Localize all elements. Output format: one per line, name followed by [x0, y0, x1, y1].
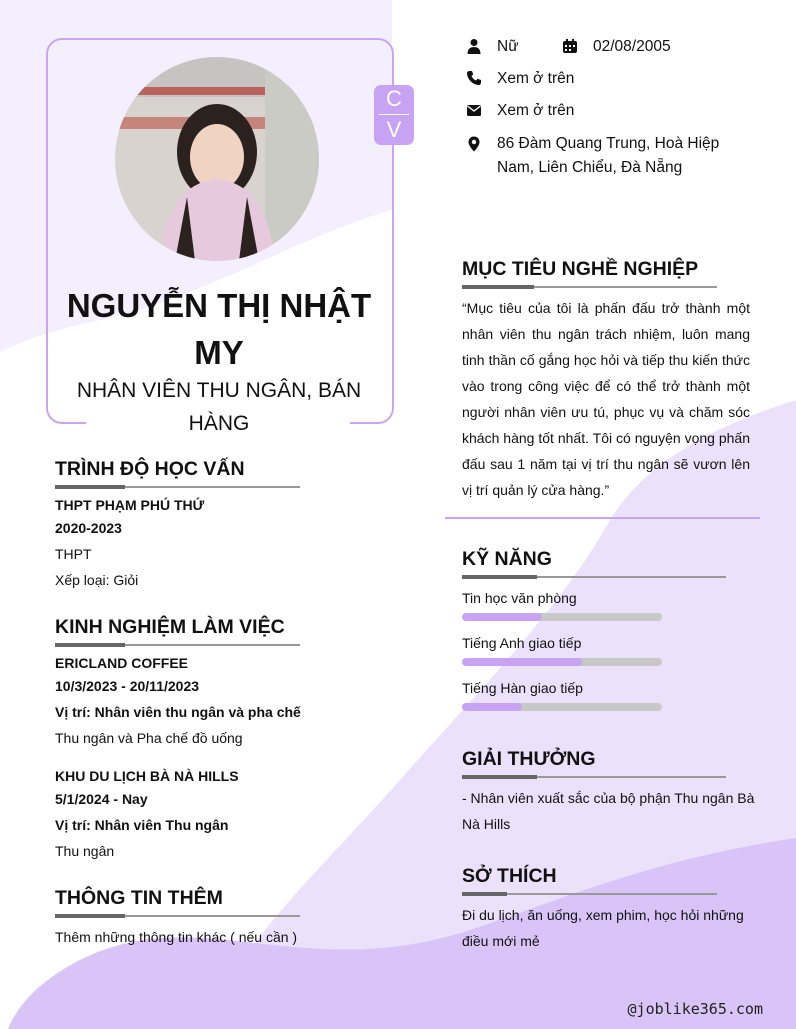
- experience-description: Thu ngân: [55, 843, 115, 859]
- skill-bar: [462, 658, 662, 666]
- user-icon: [466, 38, 482, 54]
- awards-title: GIẢI THƯỞNG: [462, 748, 596, 770]
- email-row: [466, 102, 574, 120]
- cv-letter-c: C: [386, 86, 402, 111]
- cv-letter-v: V: [386, 117, 402, 142]
- skill-label: Tiếng Hàn giao tiếp: [462, 680, 583, 696]
- experience-position: Vị trí: Nhân viên thu ngân và pha chế: [55, 704, 301, 720]
- calendar-icon: [562, 38, 578, 54]
- extra-info-rule-accent: [55, 914, 125, 918]
- education-school: THPT PHẠM PHÚ THỨ: [55, 497, 205, 513]
- address-row: [466, 134, 756, 180]
- education-rule-accent: [55, 485, 125, 489]
- skill-bar: [462, 703, 662, 711]
- skill-label: Tiếng Anh giao tiếp: [462, 635, 582, 651]
- mail-icon: [466, 102, 482, 118]
- experience-rule-accent: [55, 643, 125, 647]
- awards-rule-accent: [462, 775, 537, 779]
- skill-bar-fill: [462, 613, 542, 621]
- skill-bar-fill: [462, 703, 522, 711]
- cv-badge: [374, 85, 414, 145]
- gender-value: Nữ: [497, 38, 519, 55]
- cv-divider: [379, 114, 409, 115]
- profile-photo: [115, 57, 319, 261]
- phone-icon: [466, 70, 482, 86]
- skill-bar-fill: [462, 658, 582, 666]
- candidate-name: NGUYỄN THỊ NHẬT MY: [66, 287, 372, 371]
- hobbies-rule-accent: [462, 892, 507, 896]
- hobbies-title: SỞ THÍCH: [462, 865, 557, 887]
- objective-divider: [445, 517, 760, 519]
- location-pin-icon: [466, 136, 482, 152]
- experience-period: 10/3/2023 - 20/11/2023: [55, 678, 200, 694]
- objective-text: “Mục tiêu của tôi là phấn đấu trở thành một nhân viên thu ngân trách nhiệm, luôn mang tinh thần cố gắng học hỏi và tiếp thu kiến thức vào trong công việc để có thể trở thành một người nhân viên ưu tú, phục vụ và chăm sóc khách hàng tốt nhất. Tôi có nguyện vọng phấn đấu sau 1 năm tại vị trí thu ngân sẽ vươn lên vị trí quản lý cửa hàng.”: [462, 300, 750, 498]
- skill-bar: [462, 613, 662, 621]
- extra-info-title: THÔNG TIN THÊM: [55, 887, 223, 909]
- phone-value: Xem ở trên: [497, 70, 575, 87]
- education-degree: THPT: [55, 546, 92, 562]
- education-grade: Xếp loại: Giỏi: [55, 572, 139, 588]
- experience-company: KHU DU LỊCH BÀ NÀ HILLS: [55, 768, 239, 784]
- experience-period: 5/1/2024 - Nay: [55, 791, 148, 807]
- objective-rule-accent: [462, 285, 534, 289]
- experience-title: KINH NGHIỆM LÀM VIỆC: [55, 616, 285, 638]
- hobbies-text: Đi du lịch, ăn uống, xem phim, học hỏi những điều mới mẻ: [462, 907, 744, 949]
- experience-company: ERICLAND COFFEE: [55, 655, 188, 671]
- awards-text: - Nhân viên xuất sắc của bộ phận Thu ngân Bà Nà Hills: [462, 790, 755, 832]
- birthday-value: 02/08/2005: [593, 38, 671, 55]
- experience-description: Thu ngân và Pha chế đồ uống: [55, 730, 243, 746]
- education-period: 2020-2023: [55, 520, 122, 536]
- address-value: 86 Đàm Quang Trung, Hoà Hiệp Nam, Liên Chiểu, Đà Nẵng: [497, 135, 720, 176]
- phone-row: [466, 70, 574, 88]
- objective-title: MỤC TIÊU NGHỀ NGHIỆP: [462, 258, 699, 280]
- skills-rule-accent: [462, 575, 537, 579]
- watermark: @joblike365.com: [627, 1000, 763, 1018]
- education-title: TRÌNH ĐỘ HỌC VẤN: [55, 458, 245, 480]
- candidate-job-title: NHÂN VIÊN THU NGÂN, BÁN HÀNG: [76, 379, 362, 435]
- skill-label: Tin học văn phòng: [462, 590, 577, 606]
- gender-row: [466, 38, 519, 56]
- email-value: Xem ở trên: [497, 102, 575, 119]
- skills-title: KỸ NĂNG: [462, 548, 552, 570]
- extra-info-text: Thêm những thông tin khác ( nếu cần ): [55, 929, 298, 945]
- birthday-row: [562, 38, 671, 56]
- experience-position: Vị trí: Nhân viên Thu ngân: [55, 817, 229, 833]
